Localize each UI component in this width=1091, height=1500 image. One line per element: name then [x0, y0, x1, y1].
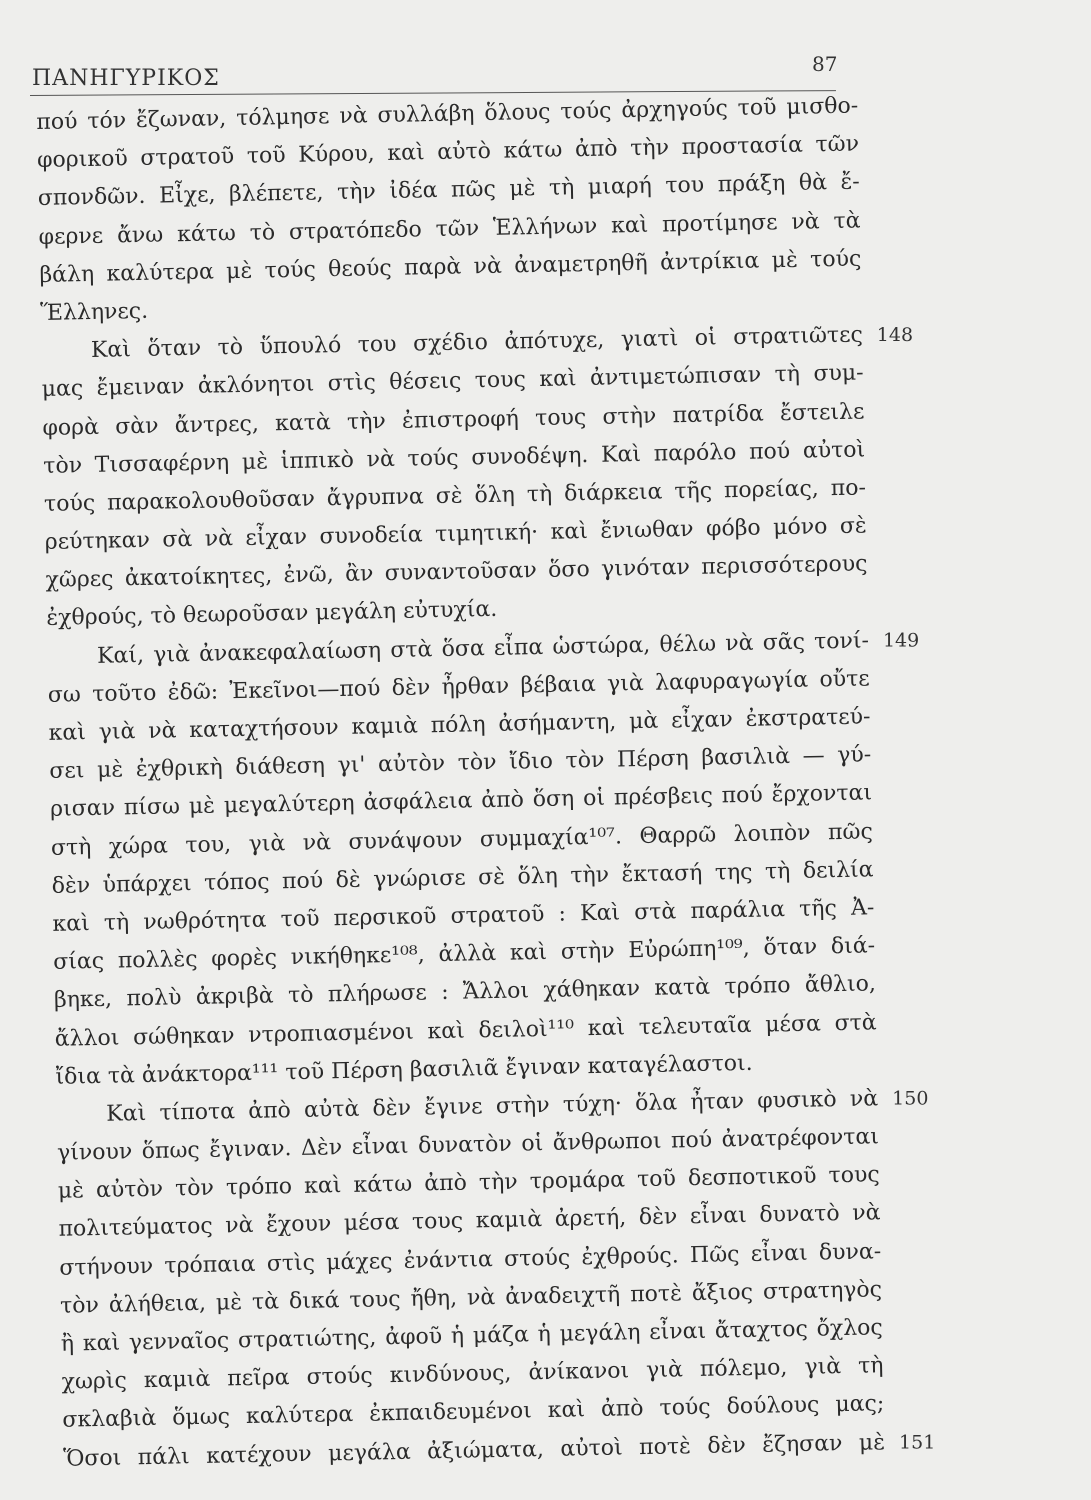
text-line-content: Καὶ ὅταν τὸ ὕπουλό του σχέδιο ἀπότυχε, γιατὶ οἱ στρατιῶτες [90, 322, 864, 364]
body-text [36, 88, 936, 1479]
text-line-content: ἴδια τὰ ἀνάκτορα¹¹¹ τοῦ Πέρση βασιλιᾶ ἔγιναν καταγέλαστοι. [55, 1050, 753, 1090]
text-line-content: δὲν ὑπάρχει τόπος πού δὲ γνώρισε σὲ ὅλη τὴν ἔκτασή της τὴ δειλία [51, 857, 874, 899]
text-line-content: Ὅσοι πάλι κατέχουν μεγάλα ἀξιώματα, αὐτοὶ ποτὲ δὲν ἔζησαν μὲ [62, 1429, 886, 1472]
text-line-content: ἐχθρούς, τὸ θεωροῦσαν μεγάλη εὐτυχία. [46, 597, 498, 632]
text-line-content: Καί, γιὰ ἀνακεφαλαίωση στὰ ὅσα εἶπα ὡστώρα, θέλω νὰ σᾶς τονί- [96, 628, 870, 669]
text-line-content: χῶρες ἀκατοίκητες, ἐνῶ, ἂν συναντοῦσαν ὅσο γινόταν περισσότερους [45, 551, 868, 594]
text-line-content: σει μὲ ἐχθρικὴ διάθεση γι' αὐτὸν τὸν ἴδιο τὸν Πέρση βασιλιὰ — γύ- [49, 742, 872, 785]
text-line-content: σπονδῶν. Εἶχε, βλέπετε, τὴν ἰδέα πῶς μὲ τὴ μιαρή του πράξη θὰ ἔ- [37, 169, 860, 212]
page-number: 87 [812, 52, 838, 76]
text-line-content: σίας πολλὲς φορὲς νικήθηκε¹⁰⁸, ἀλλὰ καὶ στὴν Εὐρώπη¹⁰⁹, ὅταν διά- [52, 933, 876, 975]
text-line-content: βάλη καλύτερα μὲ τούς θεούς παρὰ νὰ ἀναμετρηθῆ ἀντρίκια μὲ τούς [39, 246, 862, 288]
running-title: ΠΑΝΗΓΥΡΙΚΟΣ [32, 66, 220, 91]
text-line-content: στὴ χώρα του, γιὰ νὰ συνάψουν συμμαχία¹⁰⁷. Θαρρῶ λοιπὸν πῶς [50, 818, 874, 861]
text-line-content: ἄλλοι σώθηκαν ντροπιασμένοι καὶ δειλοὶ¹¹⁰ καὶ τελευταῖα μέσα στὰ [54, 1009, 877, 1052]
text-line-content: σω τοῦτο ἐδῶ: Ἐκεῖνοι—πού δὲν ἦρθαν βέβαια γιὰ λαφυραγωγία οὔτε [47, 666, 870, 708]
text-line-content: καὶ τὴ νωθρότητα τοῦ περσικοῦ στρατοῦ : Καὶ στὰ παράλια τῆς Ἀ- [52, 895, 875, 937]
text-line-content: Καὶ τίποτα ἀπὸ αὐτὰ δὲν ἔγινε στὴν τύχη· ὅλα ἦταν φυσικὸ νὰ [106, 1086, 879, 1127]
text-line-content: φορικοῦ στρατοῦ τοῦ Κύρου, καὶ αὐτὸ κάτω ἀπὸ τὴν προστασία τῶν [36, 131, 860, 174]
text-line-content: σκλαβιὰ ὅμως καλύτερα ἐκπαιδευμένοι καὶ ἀπὸ τούς δούλους μας; [62, 1391, 885, 1434]
text-line-content: πολιτεύματος νὰ ἔχουν μέσα τους καμιὰ ἀρετή, δὲν εἶναι δυνατὸ νὰ [58, 1200, 881, 1243]
text-line-content: τὸν ἀλήθεια, μὲ τὰ δικά τους ἤθη, νὰ ἀναδειχτῆ ποτὲ ἄξιος στρατηγὸς [59, 1277, 883, 1319]
text-line-content: πού τόν ἔζωναν, τόλμησε νὰ συλλάβη ὅλους τούς ἀρχηγούς τοῦ μισθο- [36, 93, 859, 135]
text-line-content: χωρὶς καμιὰ πεῖρα στούς κινδύνους, ἀνίκανοι γιὰ πόλεμο, γιὰ τὴ [61, 1353, 884, 1395]
text-line-content: Ἕλληνες. [39, 298, 149, 326]
text-line-content: γίνουν ὅπως ἔγιναν. Δὲν εἶναι δυνατὸν οἱ ἄνθρωποι πού ἀνατρέφονται [56, 1124, 880, 1166]
text-line-content: τὸν Τισσαφέρνη μὲ ἱππικὸ νὰ τούς συνοδέψη. Καὶ παρόλο πού αὐτοὶ [43, 437, 866, 479]
text-line-content: ρεύτηκαν σὰ νὰ εἶχαν συνοδεία τιμητική· καὶ ἔνιωθαν φόβο μόνο σὲ [44, 513, 867, 555]
text-line-content: βηκε, πολὺ ἀκριβὰ τὸ πλήρωσε : Ἄλλοι χάθηκαν κατὰ τρόπο ἄθλιο, [53, 971, 877, 1014]
section-number: 149 [882, 629, 920, 652]
section-number: 150 [892, 1087, 929, 1110]
text-line-content: φορὰ σὰν ἄντρες, κατὰ τὴν ἐπιστροφή τους στὴν πατρίδα ἔστειλε [42, 398, 865, 441]
text-line-content: τούς παρακολουθοῦσαν ἄγρυπνα σὲ ὅλη τὴ διάρκεια τῆς πορείας, πο- [43, 475, 867, 517]
text-line-content: μὲ αὐτὸν τὸν τρόπο καὶ κάτω ἀπὸ τὴν τρομάρα τοῦ δεσποτικοῦ τους [57, 1162, 880, 1205]
text-line-content: ἢ καὶ γενναῖος στρατιώτης, ἀφοῦ ἡ μάζα ἡ μεγάλη εἶναι ἄταχτος ὄχλος [60, 1315, 883, 1357]
section-number: 151 [899, 1431, 936, 1454]
text-line-content: μας ἔμειναν ἀκλόνητοι στὶς θέσεις τους καὶ ἀντιμετώπισαν τὴ συμ- [41, 360, 864, 403]
text-line-content: καὶ γιὰ νὰ καταχτήσουν καμιὰ πόλη ἀσήμαντη, μὰ εἶχαν ἐκστρατεύ- [48, 704, 871, 746]
text-line-content: ρισαν πίσω μὲ μεγαλύτερη ἀσφάλεια ἀπὸ ὅση οἱ πρέσβεις πού ἔρχονται [49, 780, 873, 823]
section-number: 148 [876, 323, 914, 346]
text-line-content: φερνε ἄνω κάτω τὸ στρατόπεδο τῶν Ἑλλήνων καὶ προτίμησε νὰ τὰ [38, 208, 861, 250]
text-line-content: στήνουν τρόπαια στὶς μάχες ἐνάντια στούς ἐχθρούς. Πῶς εἶναι δυνα- [59, 1238, 882, 1281]
